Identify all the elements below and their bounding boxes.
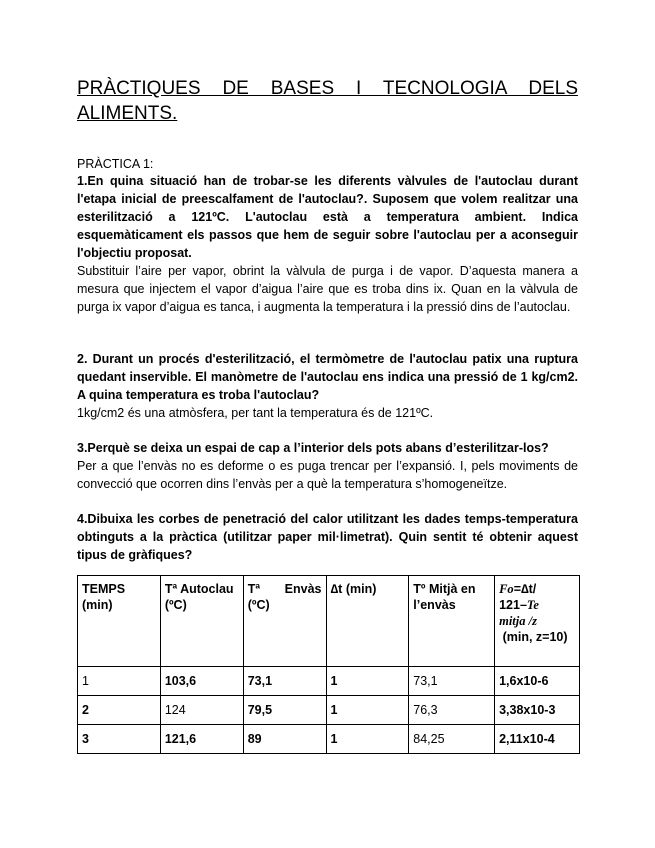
question-3-text: 3.Perquè se deixa un espai de cap a l’interior dels pots abans d’esterilitzar-los? [77, 441, 549, 455]
delta-t-symbol: ∆t [330, 582, 343, 596]
cell-delta-t: 1 [326, 696, 409, 725]
cell-autoclau: 121,6 [160, 725, 243, 754]
header-envas [243, 576, 326, 667]
question-1-text: 1.En quina situació han de trobar-se les diferents vàlvules de l'autoclau durant l'etapa inicial de preescalfament de l'autoclau?. Suposem que volem realitzar una esterilització a 121ºC. L'autoclau està a temperatura ambient. Indica esquemàticament els passos que hem de seguir sobre l'autoclau per a aconseguir l'objectiu proposat. [77, 174, 578, 260]
cell-fo: 1,6x10-6 [495, 667, 580, 696]
cell-mitja: 84,25 [409, 725, 495, 754]
table-row [78, 696, 580, 725]
question-block-3 [77, 439, 578, 493]
header-mitja: Tº Mitjà en l’envàs [409, 576, 495, 667]
cell-temps: 1 [78, 667, 161, 696]
table-row [78, 667, 580, 696]
question-block-1 [77, 172, 578, 316]
title-line-2: ALIMENTS. [77, 103, 178, 124]
document-title [77, 76, 578, 126]
question-2-text: 2. Durant un procés d'esterilització, el termòmetre de l'autoclau patix una ruptura quedant inservible. El manòmetre de l'autoclau ens indica una pressió de 1 kg/cm2. A quina temperatura es troba l'autoclau? [77, 352, 578, 402]
table-row [78, 725, 580, 754]
header-temps: TEMPS (min) [78, 576, 161, 667]
cell-fo: 2,11x10-4 [495, 725, 580, 754]
data-table [77, 575, 580, 754]
header-envas-a: Tª [247, 582, 260, 596]
cell-temps: 2 [78, 696, 161, 725]
fo-formula-part1: =∆t/ [513, 582, 537, 596]
cell-envas: 73,1 [243, 667, 326, 696]
title-line-1: PRÀCTIQUES DE BASES I TECNOLOGIA DELS [77, 78, 578, 99]
delta-t-unit: (min) [345, 582, 377, 596]
question-4-text: 4.Dibuixa les corbes de penetració del calor utilitzant les dades temps-temperatura obtinguts a la pràctica (utilitzar paper mil·limetrat). Quin sentit té obtenir aquest tipus de gràfiques? [77, 512, 578, 562]
practica-label: PRÀCTICA 1: [77, 157, 154, 171]
question-block-2 [77, 350, 578, 422]
header-envas-b: Envàs [284, 582, 322, 596]
header-autoclau: Tª Autoclau (ºC) [160, 576, 243, 667]
fo-symbol: Fo [499, 582, 514, 596]
fo-formula-mitja: mitja /z [499, 614, 537, 628]
cell-temps: 3 [78, 725, 161, 754]
cell-delta-t: 1 [326, 725, 409, 754]
question-block-4 [77, 510, 578, 564]
answer-1-text: Substituir l’aire per vapor, obrint la vàlvula de purga i de vapor. D’aquesta manera a mesura que injectem el vapor d’aigua l’aire que es troba dins ix. Quan en la vàlvula de purga ix vapor d’aigua es tanca, i augmenta la temperatura i la pressió dins de l’autoclau. [77, 264, 578, 314]
cell-autoclau: 103,6 [160, 667, 243, 696]
answer-2-text: 1kg/cm2 és una atmòsfera, per tant la temperatura és de 121ºC. [77, 406, 434, 420]
header-fo [495, 576, 580, 667]
fo-formula-units: (min, z=10) [502, 630, 568, 644]
cell-envas: 79,5 [243, 696, 326, 725]
fo-formula-part2: 121– [499, 598, 527, 612]
cell-mitja: 73,1 [409, 667, 495, 696]
cell-autoclau: 124 [160, 696, 243, 725]
answer-3-text: Per a que l’envàs no es deforme o es puga trencar per l’expansió. I, pels moviments de convecció que ocorren dins l’envàs per a què la temperatura s’homogeneïtze. [77, 459, 578, 491]
fo-formula-te: Te [526, 598, 539, 612]
cell-envas: 89 [243, 725, 326, 754]
table-header-row [78, 576, 580, 667]
cell-mitja: 76,3 [409, 696, 495, 725]
cell-delta-t: 1 [326, 667, 409, 696]
header-delta-t [326, 576, 409, 667]
header-envas-c: (ºC) [247, 598, 270, 612]
cell-fo: 3,38x10-3 [495, 696, 580, 725]
